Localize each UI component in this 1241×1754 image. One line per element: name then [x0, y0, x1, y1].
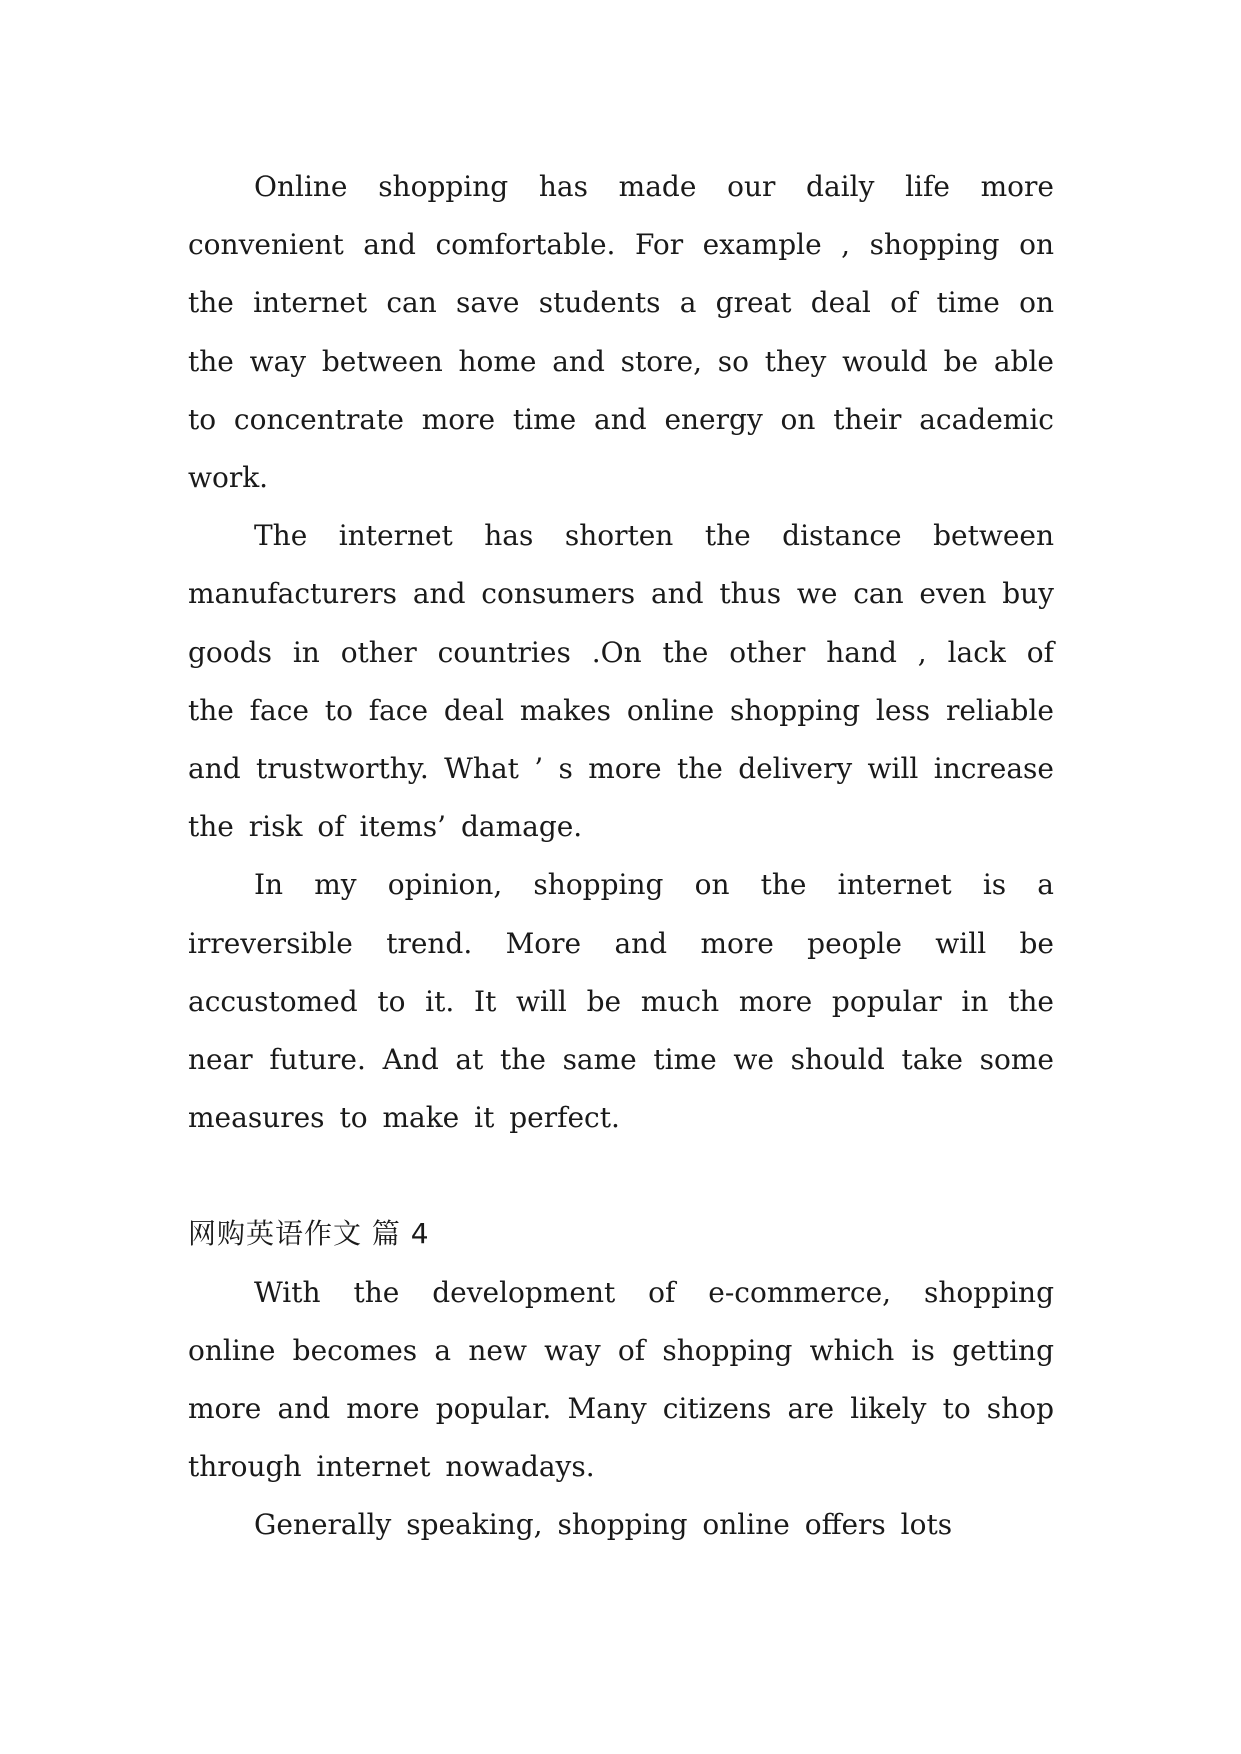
section-heading: 网购英语作文 篇 4 — [188, 1217, 430, 1251]
paragraph-generally-speaking: Generally speaking, shopping online offers lots — [254, 1508, 953, 1542]
paragraph-online-shopping-convenience: Online shopping has made our daily life more convenient and comfortable. For example , shopping on the internet can save students a great deal of time on the way between home and store, so they would be able to concentrate more time and energy on their academic work. — [188, 170, 1054, 495]
paragraph-opinion: In my opinion, shopping on the internet is a irreversible trend. More and more people will be accustomed to it. It will be much more popular in the near future. And at the same time we should take some measures to make it perfect. — [188, 868, 1054, 1135]
document-body — [188, 158, 1054, 1555]
paragraph-internet-distance: The internet has shorten the distance between manufacturers and consumers and thus we can even buy goods in other countries .On the other hand , lack of the face to face deal makes online shopping less reliable and trustworthy. What ’ s more the delivery will increase the risk of items’ damage. — [188, 519, 1054, 844]
paragraph-ecommerce-development: With the development of e-commerce, shopping online becomes a new way of shopping which is getting more and more popular. Many citizens are likely to shop through internet nowadays. — [188, 1275, 1054, 1484]
section-spacer — [188, 1147, 1054, 1205]
